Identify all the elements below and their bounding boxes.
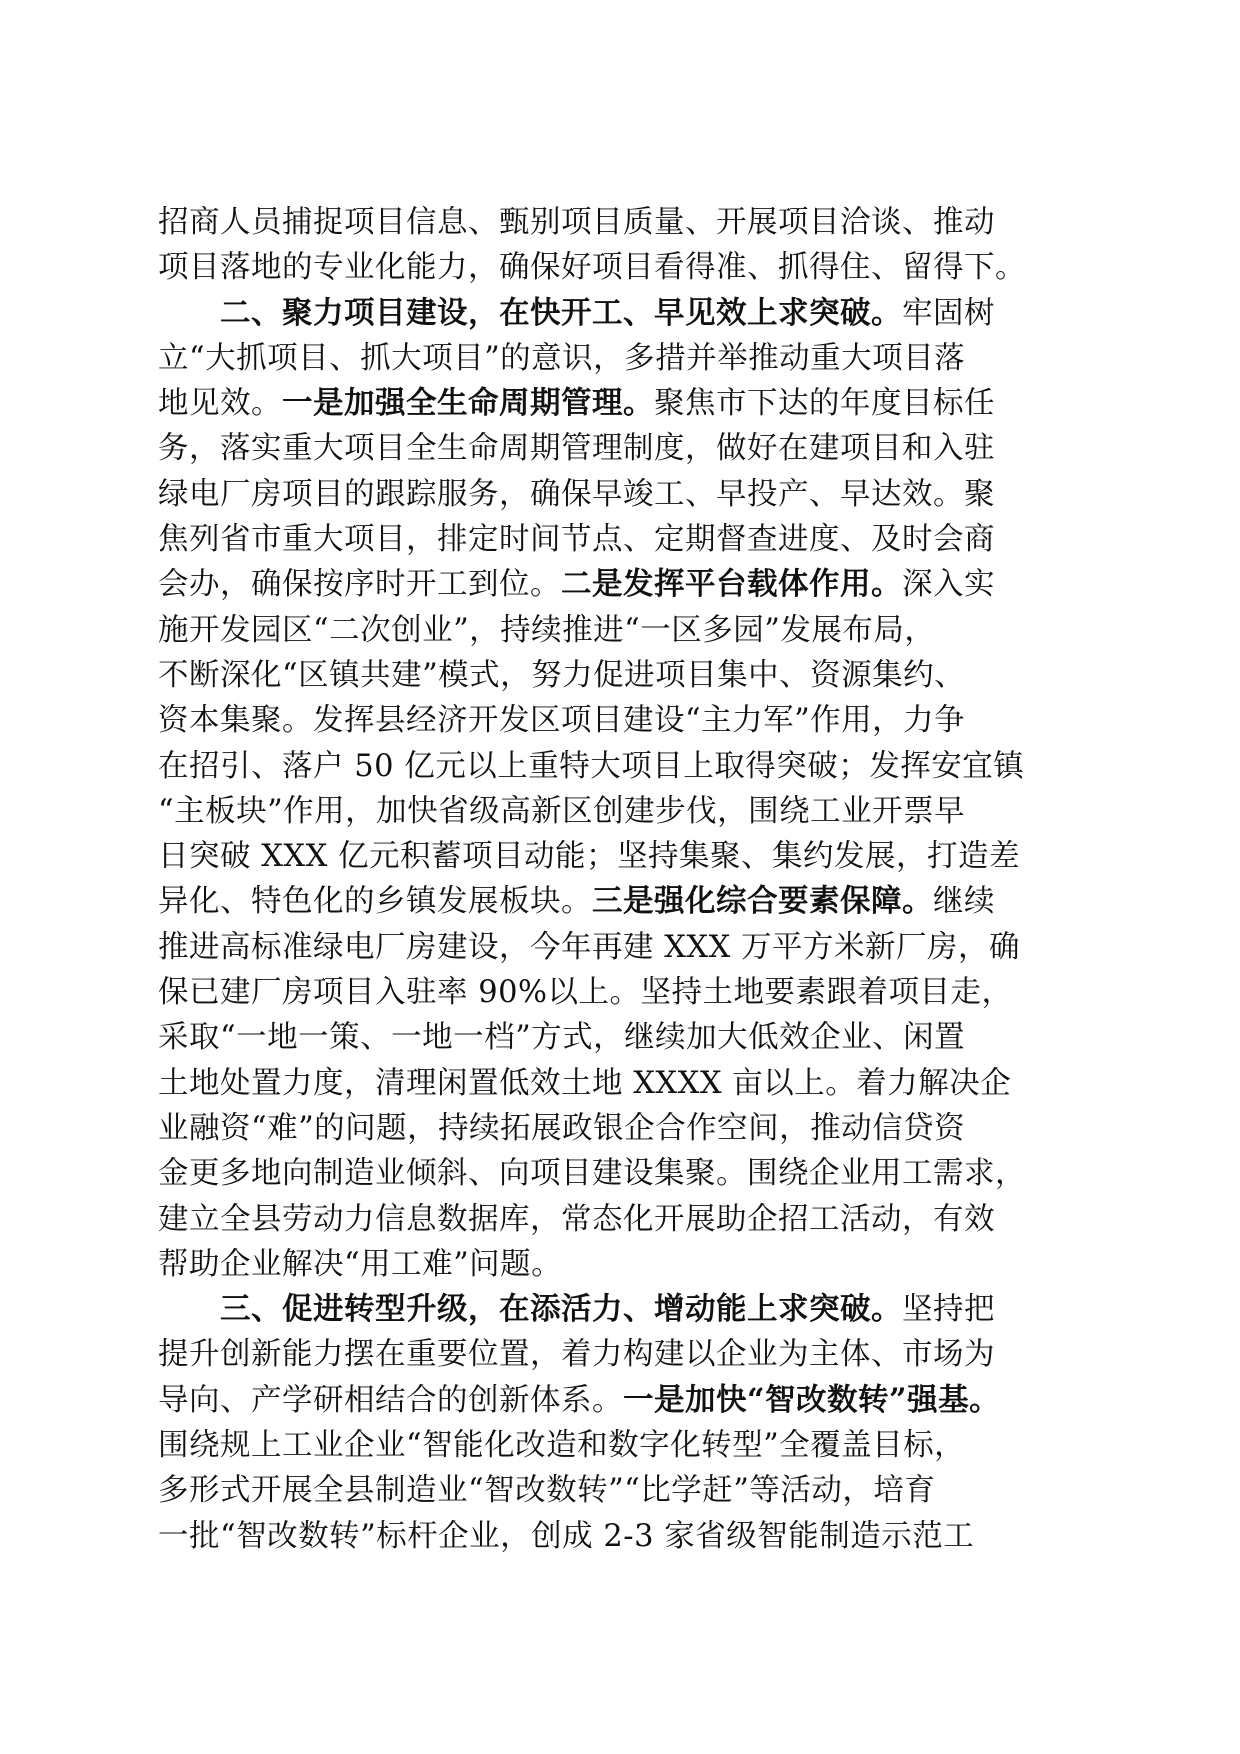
text-segment: 深入实 [902, 567, 995, 603]
text-segment: 帮助企业解决“用工难”问题。 [158, 1246, 563, 1282]
text-line [158, 608, 1088, 653]
text-line [158, 336, 1088, 381]
text-line [158, 1468, 1088, 1513]
text-line [158, 698, 1088, 743]
text-segment: 围绕规上工业企业“智能化改造和数字化转型”全覆盖目标， [158, 1428, 966, 1464]
bold-text-segment: 二是发挥平台载体作用。 [561, 566, 902, 603]
text-segment: 推进高标准绿电厂房建设，今年再建 XXX 万平方米新厂房，确 [158, 929, 1021, 965]
text-line [158, 200, 1088, 245]
bold-text-segment: 三、促进转型升级，在添活力、增动能上求突破。 [220, 1291, 902, 1328]
paragraph-heading-line [158, 291, 1088, 336]
text-segment: 地见效。 [158, 386, 282, 422]
text-line [158, 245, 1088, 290]
text-segment: 坚持把 [902, 1292, 995, 1328]
text-line [158, 834, 1088, 879]
text-line [158, 744, 1088, 789]
text-segment: 继续 [933, 884, 995, 920]
text-segment: 日突破 XXX 亿元积蓄项目动能；坚持集聚、集约发展，打造差 [158, 839, 1021, 875]
text-line [158, 879, 1088, 924]
bold-text-segment: 一是加快“智改数转”强基。 [623, 1381, 1001, 1418]
text-segment: 立“大抓项目、抓大项目”的意识，多措并举推动重大项目落 [158, 340, 966, 376]
text-segment: 多形式开展全县制造业“智改数转”“比学赶”等活动，培育 [158, 1473, 936, 1509]
text-segment: 焦列省市重大项目，排定时间节点、定期督查进度、及时会商 [158, 522, 995, 558]
bold-text-segment: 二、聚力项目建设，在快开工、早见效上求突破。 [220, 294, 902, 331]
text-line [158, 426, 1088, 471]
text-segment: 不断深化“区镇共建”模式，努力促进项目集中、资源集约、 [158, 657, 966, 693]
text-line [158, 472, 1088, 517]
text-segment: “主板块”作用，加快省级高新区创建步伐，围绕工业开票早 [158, 793, 966, 829]
text-segment: 导向、产学研相结合的创新体系。 [158, 1382, 623, 1418]
text-segment: 绿电厂房项目的跟踪服务，确保早竣工、早投产、早达效。聚 [158, 476, 995, 512]
text-line [158, 1514, 1088, 1559]
text-segment: 业融资“难”的问题，持续拓展政银企合作空间，推动信贷资 [158, 1110, 966, 1146]
text-segment: 资本集聚。发挥县经济开发区项目建设“主力军”作用，力争 [158, 703, 966, 739]
bold-text-segment: 一是加强全生命周期管理。 [282, 385, 654, 422]
text-segment: 异化、特色化的乡镇发展板块。 [158, 884, 592, 920]
text-line [158, 1015, 1088, 1060]
text-line [158, 1423, 1088, 1468]
text-segment: 牢固树 [902, 295, 995, 331]
text-segment: 建立全县劳动力信息数据库，常态化开展助企招工活动，有效 [158, 1201, 995, 1237]
text-line [158, 1197, 1088, 1242]
text-segment: 一批“智改数转”标杆企业，创成 2-3 家省级智能制造示范工 [158, 1518, 975, 1554]
text-segment: 务，落实重大项目全生命周期管理制度，做好在建项目和入驻 [158, 431, 995, 467]
text-line [158, 970, 1088, 1015]
text-segment: 聚焦市下达的年度目标任 [654, 386, 995, 422]
paragraph-heading-line [158, 1287, 1088, 1332]
text-segment: 金更多地向制造业倾斜、向项目建设集聚。围绕企业用工需求， [158, 1156, 1026, 1192]
text-line [158, 1378, 1088, 1423]
text-line [158, 789, 1088, 834]
text-segment: 招商人员捕捉项目信息、甄别项目质量、开展项目洽谈、推动 [158, 205, 995, 240]
text-line [158, 1242, 1088, 1287]
text-line [158, 653, 1088, 698]
text-segment: 在招引、落户 50 亿元以上重特大项目上取得突破；发挥安宜镇 [158, 748, 1025, 784]
text-segment: 提升创新能力摆在重要位置，着力构建以企业为主体、市场为 [158, 1337, 995, 1373]
text-segment: 土地处置力度，清理闲置低效土地 XXXX 亩以上。着力解决企 [158, 1065, 1012, 1101]
text-line [158, 1332, 1088, 1377]
text-line [158, 1151, 1088, 1196]
text-line [158, 1061, 1088, 1106]
bold-text-segment: 三是强化综合要素保障。 [592, 883, 933, 920]
text-segment: 施开发园区“二次创业”，持续推进“一区多园”发展布局， [158, 612, 936, 648]
text-segment: 保已建厂房项目入驻率 90%以上。坚持土地要素跟着项目走， [158, 975, 1013, 1011]
text-line [158, 517, 1088, 562]
document-body [158, 200, 1088, 1559]
text-line [158, 562, 1088, 607]
text-line [158, 381, 1088, 426]
text-line [158, 925, 1088, 970]
text-segment: 采取“一地一策、一地一档”方式，继续加大低效企业、闲置 [158, 1020, 966, 1056]
text-segment: 会办，确保按序时开工到位。 [158, 567, 561, 603]
text-line [158, 1106, 1088, 1151]
text-segment: 项目落地的专业化能力，确保好项目看得准、抓得住、留得下。 [158, 250, 1026, 286]
